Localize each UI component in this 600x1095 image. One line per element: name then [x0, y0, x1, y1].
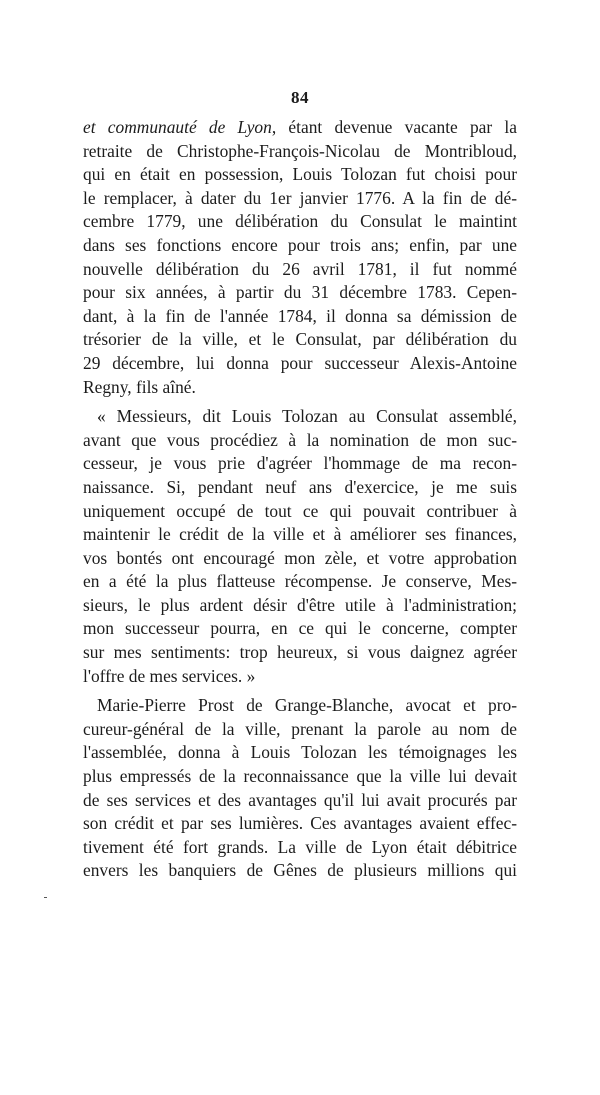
text-line: avant que vous procédiez à la nomination de mon suc-	[83, 429, 517, 450]
text-line: en a été la plus flatteuse récompense. Je conserve, Mes-	[83, 571, 517, 592]
text-line: sieurs, le plus ardent désir d'être utile à l'administration;	[83, 594, 517, 615]
text-line: l'assemblée, donna à Louis Tolozan les témoignages les	[83, 742, 517, 763]
page-number: 84	[291, 88, 309, 107]
text-line: et communauté de Lyon, étant devenue vacante par la	[83, 117, 517, 137]
text-line: vos bontés ont encouragé mon zèle, et votre approbation	[83, 547, 517, 568]
text-line: tivement été fort grands. La ville de Lyon était débitrice	[83, 836, 517, 857]
text-line: mon successeur pourra, en ce qui le concerne, compter	[83, 618, 517, 639]
text-line: retraite de Christophe-François-Nicolau de Montribloud,	[83, 140, 517, 161]
paragraph-2	[83, 405, 517, 688]
body-text	[83, 116, 517, 883]
text-line: « Messieurs, dit Louis Tolozan au Consulat assemblé,	[97, 406, 517, 427]
text-line: cesseur, je vous prie d'agréer l'hommage de ma recon-	[83, 453, 517, 474]
text-line: trésorier de la ville, et le Consulat, par délibération du	[83, 329, 517, 350]
text-line: maintenir le crédit de la ville et à améliorer ses finances,	[83, 524, 517, 545]
paragraph-1	[83, 116, 517, 399]
text-line: plus empressés de la reconnaissance que la ville lui devait	[83, 766, 517, 787]
text-line: qui en était en possession, Louis Tolozan fut choisi pour	[83, 164, 517, 185]
text-line: de ses services et des avantages qu'il lui avait procurés par	[83, 789, 517, 810]
text-line: naissance. Si, pendant neuf ans d'exercice, je me suis	[83, 476, 517, 497]
text-line: uniquement occupé de tout ce qui pouvait contribuer à	[83, 500, 517, 521]
text-line: l'offre de mes services. »	[83, 665, 256, 686]
text-line: 29 décembre, lui donna pour successeur Alexis-Antoine	[83, 352, 517, 373]
text-line: sur mes sentiments: trop heureux, si vous daignez agréer	[83, 642, 517, 663]
text-line: Regny, fils aîné.	[83, 376, 196, 397]
text-line: cureur-général de la ville, prenant la parole au nom de	[83, 718, 517, 739]
text-line: le remplacer, à dater du 1er janvier 1776. A la fin de dé-	[83, 187, 517, 208]
text-line: envers les banquiers de Gênes de plusieurs millions qui	[83, 860, 517, 881]
text-line: Marie-Pierre Prost de Grange-Blanche, avocat et pro-	[97, 695, 517, 716]
text-line: dans ses fonctions encore pour trois ans; enfin, par une	[83, 234, 517, 255]
text-line: dant, à la fin de l'année 1784, il donna sa démission de	[83, 305, 517, 326]
text-line: son crédit et par ses lumières. Ces avantages avaient effec-	[83, 813, 517, 834]
text-line: cembre 1779, une délibération du Consulat le maintint	[83, 211, 517, 232]
text-line: pour six années, à partir du 31 décembre 1783. Cepen-	[83, 282, 517, 303]
margin-mark	[44, 897, 47, 898]
text-line: nouvelle délibération du 26 avril 1781, il fut nommé	[83, 258, 517, 279]
paragraph-3	[83, 694, 517, 883]
